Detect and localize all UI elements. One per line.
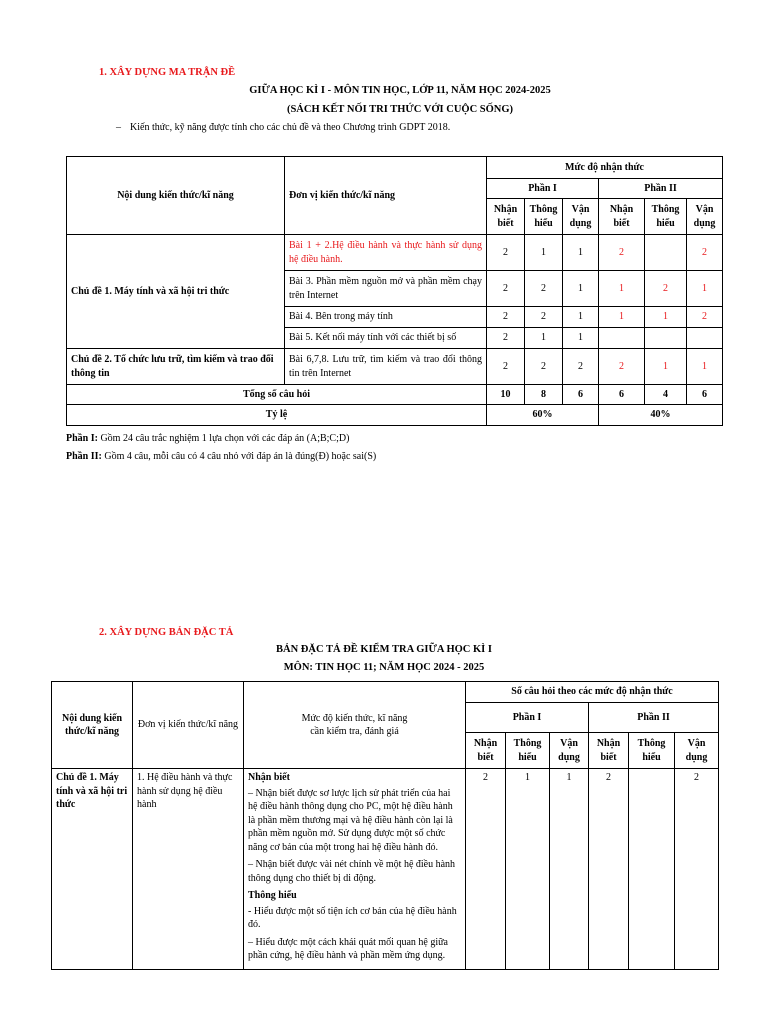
ratio-part1: 60% xyxy=(487,405,599,426)
matrix-header-th: Thông hiểu xyxy=(525,199,563,235)
cell: 1 xyxy=(563,271,599,307)
spec-header-nb2: Nhận biết xyxy=(589,733,629,769)
level-label-th: Thông hiểu xyxy=(248,890,297,901)
spec-header-level xyxy=(244,682,466,769)
matrix-topic1: Chủ đề 1. Máy tính và xã hội tri thức xyxy=(67,235,285,349)
cell: 1 xyxy=(563,307,599,328)
spec-header-th: Thông hiểu xyxy=(506,733,550,769)
desc-item: – Nhận biết được vài nét chính về một hệ điều hành thông dụng cho thiết bị di động. xyxy=(248,859,456,884)
cell: 2 xyxy=(645,271,687,307)
level-label-nb: Nhận biết xyxy=(248,772,290,783)
spec-header-count: Số câu hỏi theo các mức độ nhận thức xyxy=(466,682,719,703)
cell: 2 xyxy=(525,349,563,385)
matrix-topic2: Chủ đề 2. Tổ chức lưu trữ, tìm kiếm và trao đổi thông tin xyxy=(67,349,285,385)
desc-item: – Nhận biết được sơ lược lịch sử phát triển của hai hệ điều hành thông dụng cho PC, một hệ điều hành là phần mềm thương mại và hệ điều hành còn lại là phần mềm nguồn mở. Sử dụng được một số chức năng cơ bản của một trong hai hệ điều hành đó. xyxy=(248,787,453,853)
cell: 2 xyxy=(563,349,599,385)
cell: 2 xyxy=(525,307,563,328)
bullet-dash: – xyxy=(116,122,121,133)
desc-item: – Hiểu được một cách khái quát mối quan hệ giữa phần cứng, hệ điều hành và phần mềm ứng dụng. xyxy=(248,936,448,961)
cell: 1 xyxy=(645,349,687,385)
spec-title-line1: BẢN ĐẶC TẢ ĐỀ KIỂM TRA GIỮA HỌC KÌ I xyxy=(276,644,492,655)
matrix-header-part1: Phần I xyxy=(487,179,599,199)
note-part2-text: Gồm 4 câu, mỗi câu có 4 câu nhỏ với đáp án là đúng(Đ) hoặc sai(S) xyxy=(101,451,377,462)
spec-header-part2: Phần II xyxy=(589,703,719,733)
cell: 4 xyxy=(645,385,687,405)
note-part1-label: Phần I: xyxy=(66,433,98,444)
spec-header-unit: Đơn vị kiến thức/kĩ năng xyxy=(133,682,244,769)
spec-header-level-line1: Mức độ kiến thức, kĩ năng xyxy=(301,712,408,724)
spec-header-vd: Vận dụng xyxy=(550,733,589,769)
total-label: Tổng số câu hỏi xyxy=(67,385,487,405)
matrix-header-level: Mức độ nhận thức xyxy=(487,157,723,179)
cell: 2 xyxy=(487,271,525,307)
matrix-header-vd: Vận dụng xyxy=(563,199,599,235)
cell: 2 xyxy=(466,769,506,970)
cell: 10 xyxy=(487,385,525,405)
note-part1 xyxy=(66,433,349,444)
cell: 8 xyxy=(525,385,563,405)
matrix-title-line1: GIỮA HỌC KÌ I - MÔN TIN HỌC, LỚP 11, NĂM HỌC 2024-2025 xyxy=(249,85,551,96)
spec-header-th2: Thông hiểu xyxy=(629,733,675,769)
desc-item: - Hiểu được một số tiện ích cơ bản của hệ điều hành đó. xyxy=(248,905,457,930)
spec-unit1: 1. Hệ điều hành và thực hành sử dụng hệ điều hành xyxy=(133,769,244,970)
matrix-unit: Bài 1 + 2.Hệ điều hành và thực hành sử dụng hệ điều hành. xyxy=(285,235,487,271)
cell: 1 xyxy=(645,307,687,328)
cell: 6 xyxy=(687,385,723,405)
matrix-unit: Bài 4. Bên trong máy tính xyxy=(285,307,487,328)
cell xyxy=(629,769,675,970)
matrix-unit: Bài 6,7,8. Lưu trữ, tìm kiếm và trao đổi thông tin trên Internet xyxy=(285,349,487,385)
cell xyxy=(645,235,687,271)
cell: 6 xyxy=(563,385,599,405)
spec-title-line2: MÔN: TIN HỌC 11; NĂM HỌC 2024 - 2025 xyxy=(283,662,485,673)
cell: 2 xyxy=(487,349,525,385)
spec-header-vd2: Vận dụng xyxy=(675,733,719,769)
cell: 1 xyxy=(599,271,645,307)
matrix-unit: Bài 3. Phần mềm nguồn mở và phần mềm chạy trên Internet xyxy=(285,271,487,307)
section2-heading: 2. XÂY DỰNG BẢN ĐẶC TẢ xyxy=(99,627,234,638)
section1-heading: 1. XÂY DỰNG MA TRẬN ĐỀ xyxy=(99,67,236,78)
table-row-total xyxy=(67,385,723,405)
cell: 2 xyxy=(599,349,645,385)
cell: 2 xyxy=(675,769,719,970)
cell: 2 xyxy=(487,328,525,349)
cell: 1 xyxy=(525,328,563,349)
cell: 1 xyxy=(563,235,599,271)
cell: 2 xyxy=(487,235,525,271)
cell xyxy=(687,328,723,349)
matrix-title-line2: (SÁCH KẾT NỐI TRI THỨC VỚI CUỘC SỐNG) xyxy=(286,104,514,115)
spec-description xyxy=(244,769,466,970)
spec-table xyxy=(51,681,719,970)
ratio-part2: 40% xyxy=(599,405,723,426)
matrix-header-part2: Phần II xyxy=(599,179,723,199)
matrix-header-unit: Đơn vị kiến thức/kĩ năng xyxy=(285,157,487,235)
matrix-header-content: Nội dung kiến thức/kĩ năng xyxy=(67,157,285,235)
cell: 2 xyxy=(487,307,525,328)
matrix-header-th2: Thông hiểu xyxy=(645,199,687,235)
bullet-note xyxy=(116,122,450,133)
matrix-header-nb: Nhận biết xyxy=(487,199,525,235)
cell: 1 xyxy=(525,235,563,271)
cell: 1 xyxy=(550,769,589,970)
spec-header-part1: Phần I xyxy=(466,703,589,733)
spec-header-nb: Nhận biết xyxy=(466,733,506,769)
spec-header-level-line2: cần kiểm tra, đánh giá xyxy=(310,726,399,737)
ratio-label: Tỷ lệ xyxy=(67,405,487,426)
cell: 2 xyxy=(589,769,629,970)
matrix-header-vd2: Vận dụng xyxy=(687,199,723,235)
table-row xyxy=(67,349,723,385)
note-part1-text: Gồm 24 câu trắc nghiệm 1 lựa chọn với các đáp án (A;B;C;D) xyxy=(97,433,350,444)
table-row-ratio xyxy=(67,405,723,426)
table-row xyxy=(67,235,723,271)
matrix-unit: Bài 5. Kết nối máy tính với các thiết bị số xyxy=(285,328,487,349)
matrix-table xyxy=(66,156,723,426)
cell: 1 xyxy=(506,769,550,970)
spec-topic1: Chủ đề 1. Máy tính và xã hội tri thức xyxy=(52,769,133,970)
cell: 1 xyxy=(687,349,723,385)
cell: 1 xyxy=(563,328,599,349)
cell: 2 xyxy=(687,307,723,328)
table-row xyxy=(52,769,719,970)
cell: 1 xyxy=(687,271,723,307)
cell: 2 xyxy=(525,271,563,307)
bullet-text: Kiến thức, kỹ năng được tính cho các chủ đề và theo Chương trình GDPT 2018. xyxy=(130,122,451,133)
cell xyxy=(599,328,645,349)
note-part2-label: Phần II: xyxy=(66,451,102,462)
note-part2 xyxy=(66,451,376,462)
cell: 1 xyxy=(599,307,645,328)
cell: 2 xyxy=(599,235,645,271)
cell xyxy=(645,328,687,349)
cell: 2 xyxy=(687,235,723,271)
cell: 6 xyxy=(599,385,645,405)
spec-header-content: Nội dung kiến thức/kĩ năng xyxy=(52,682,133,769)
matrix-header-nb2: Nhận biết xyxy=(599,199,645,235)
